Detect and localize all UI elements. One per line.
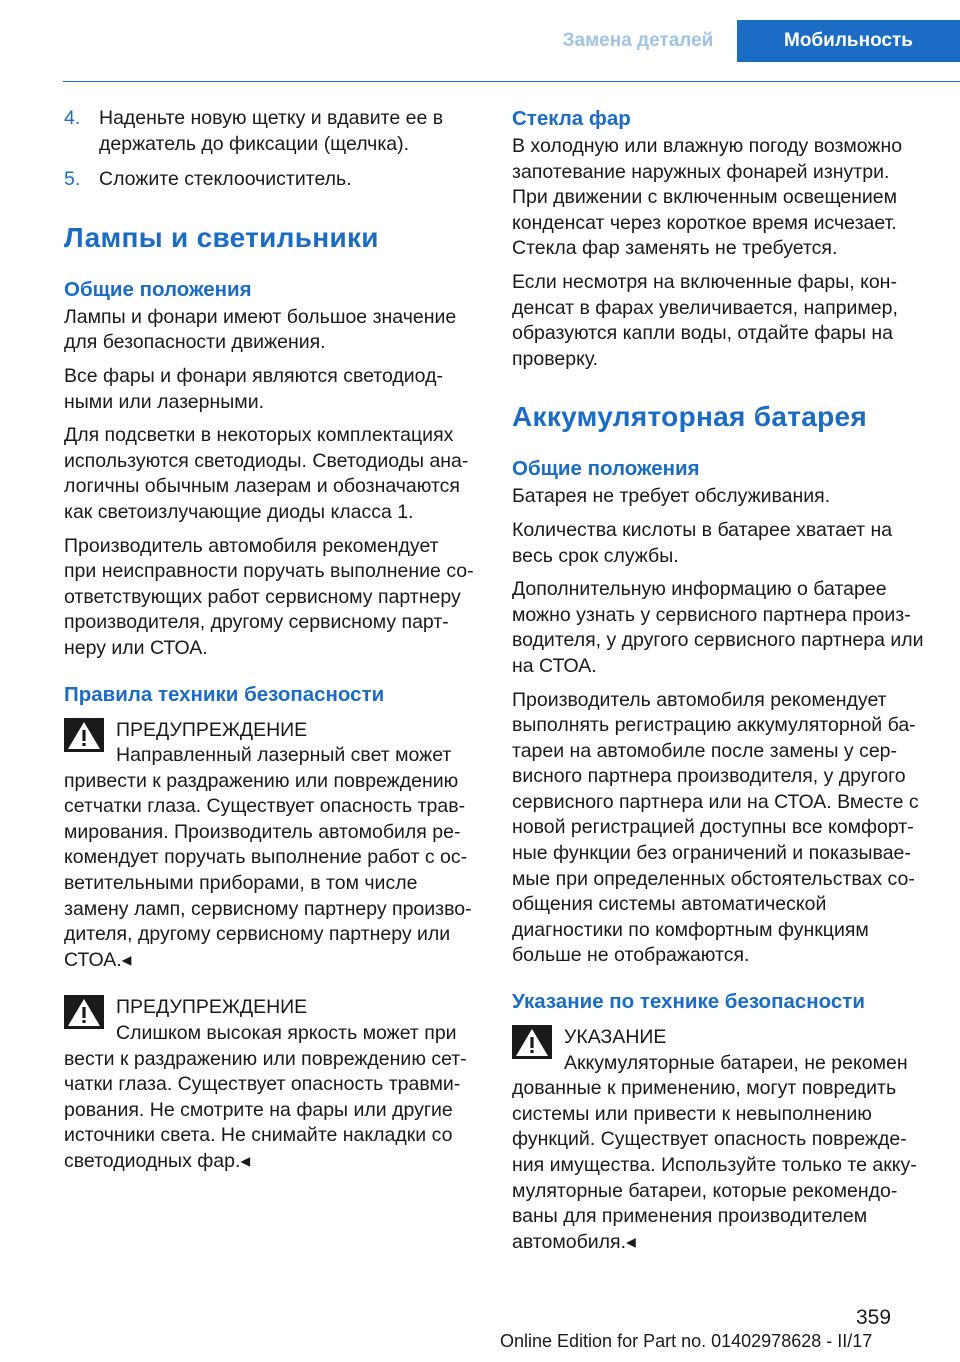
paragraph: Производитель автомобиля рекомендует при неисправности поручать выполнение соответствующих работ сервисному партнеру производителя, другому сервисному партнеру или СТОА. [64, 534, 474, 659]
paragraph: Дополнительную информацию о батарее можно узнать у сервисного партнера производителя, у другого сервисного партнера или на СТОА. [512, 578, 924, 677]
paragraph: Если несмотря на включенные фары, конденсат в фарах увеличивается, например, образуются капли воды, отдайте фары на проверку. [512, 270, 898, 370]
subsection-title-general: Общие положения [512, 457, 700, 481]
paragraph: Для подсветки в некоторых комплектациях используются светодиоды. Светодиоды аналогичны обычным лазерам и обозначаются как светоизлучающие диоды класса 1. [64, 424, 469, 523]
notice-first-line: Аккумуляторные батареи, не рекомен [564, 1051, 908, 1074]
warning-label: ПРЕДУПРЕЖДЕНИЕ [116, 718, 308, 741]
warning-icon [64, 718, 104, 752]
warning-block [64, 995, 474, 1174]
warning-first-line: Направленный лазерный свет может [116, 744, 452, 767]
section-title-lamps: Лампы и светильники [64, 221, 379, 253]
steps-list [64, 106, 474, 193]
list-text: Сложите стеклоочиститель. [99, 168, 352, 191]
header-divider [63, 81, 960, 82]
right-column [512, 106, 926, 1269]
left-column [64, 106, 474, 1189]
warning-label: ПРЕДУПРЕЖДЕНИЕ [116, 996, 308, 1019]
subsection-title-headlight-glass: Стекла фар [512, 107, 631, 130]
warning-first-line: Слишком высокая яркость может при [116, 1022, 457, 1045]
warning-text: вести к раздражению или повреждению сетчатки глаза. Существует опасность травмирования. Не смотрите на фары или другие источники света. Не снимайте накладки со светодиодных фар.◂ [64, 1047, 467, 1172]
list-number: 5. [64, 168, 81, 191]
paragraph: В холодную или влажную погоду возможно запотевание наружных фонарей изнутри. При движении с включенным освещением конденсат через короткое время исчезает. Стекла фар заменять не требуется. [512, 135, 903, 260]
section-title-battery: Аккумуляторная батарея [512, 401, 868, 433]
header-tab-parts[interactable]: Замена деталей [541, 20, 735, 62]
notice-label: УКАЗАНИЕ [564, 1026, 667, 1049]
notice-text: дованные к применению, могут повредить системы или привести к невыполнению функций. Существует опасность повреждения имущества. Используйте только те аккумуляторные батареи, которые рекомендованы для применения производителем автомобиля.◂ [512, 1077, 917, 1253]
subsection-title-safety: Правила техники безопасности [64, 682, 385, 706]
page-header [0, 20, 960, 62]
list-text: Наденьте новую щетку и вдавите ее в держатель до фиксации (щелчка). [99, 107, 444, 155]
warning-icon [64, 995, 104, 1029]
paragraph: Количества кислоты в батарее хватает на весь срок службы. [512, 518, 893, 567]
subsection-title-general: Общие положения [64, 277, 252, 301]
edition-footer: Online Edition for Part no. 01402978628 - II/17 [500, 1331, 873, 1351]
paragraph: Производитель автомобиля рекомендует выполнять регистрацию аккумуляторной батареи на автомобиле после замены у сервисного партнера производителя, у другого сервисного партнера или на СТОА. Вместе с новой регистрацией доступны все комфортные функции без ограничений и показываемые при определенных обстоятельствах сообщения системы автоматической диагностики по комфортным функциям больше не отображаются. [512, 688, 919, 967]
warning-text: привести к раздражению или повреждению сетчатки глаза. Существует опасность травмирования. Производитель автомобиля рекомендует поручать выполнение работ с осветительными приборами, в том числе замену ламп, сервисному партнеру производителя, другому сервисному партнеру или СТОА.◂ [64, 769, 472, 971]
subsection-title-safety: Указание по технике безопасности [512, 990, 865, 1014]
header-tab-mobility[interactable]: Мобильность [737, 20, 960, 62]
list-number: 4. [64, 107, 81, 129]
list-item [64, 106, 474, 157]
warning-block [64, 718, 474, 974]
paragraph: Батарея не требует обслуживания. [512, 485, 831, 508]
warning-icon [512, 1025, 552, 1059]
notice-block [512, 1025, 926, 1255]
paragraph: Все фары и фонари являются светодиодными или лазерными. [64, 364, 443, 413]
list-item [64, 167, 474, 193]
page-number: 359 [856, 1306, 892, 1329]
paragraph: Лампы и фонари имеют большое значение для безопасности движения. [64, 305, 457, 354]
